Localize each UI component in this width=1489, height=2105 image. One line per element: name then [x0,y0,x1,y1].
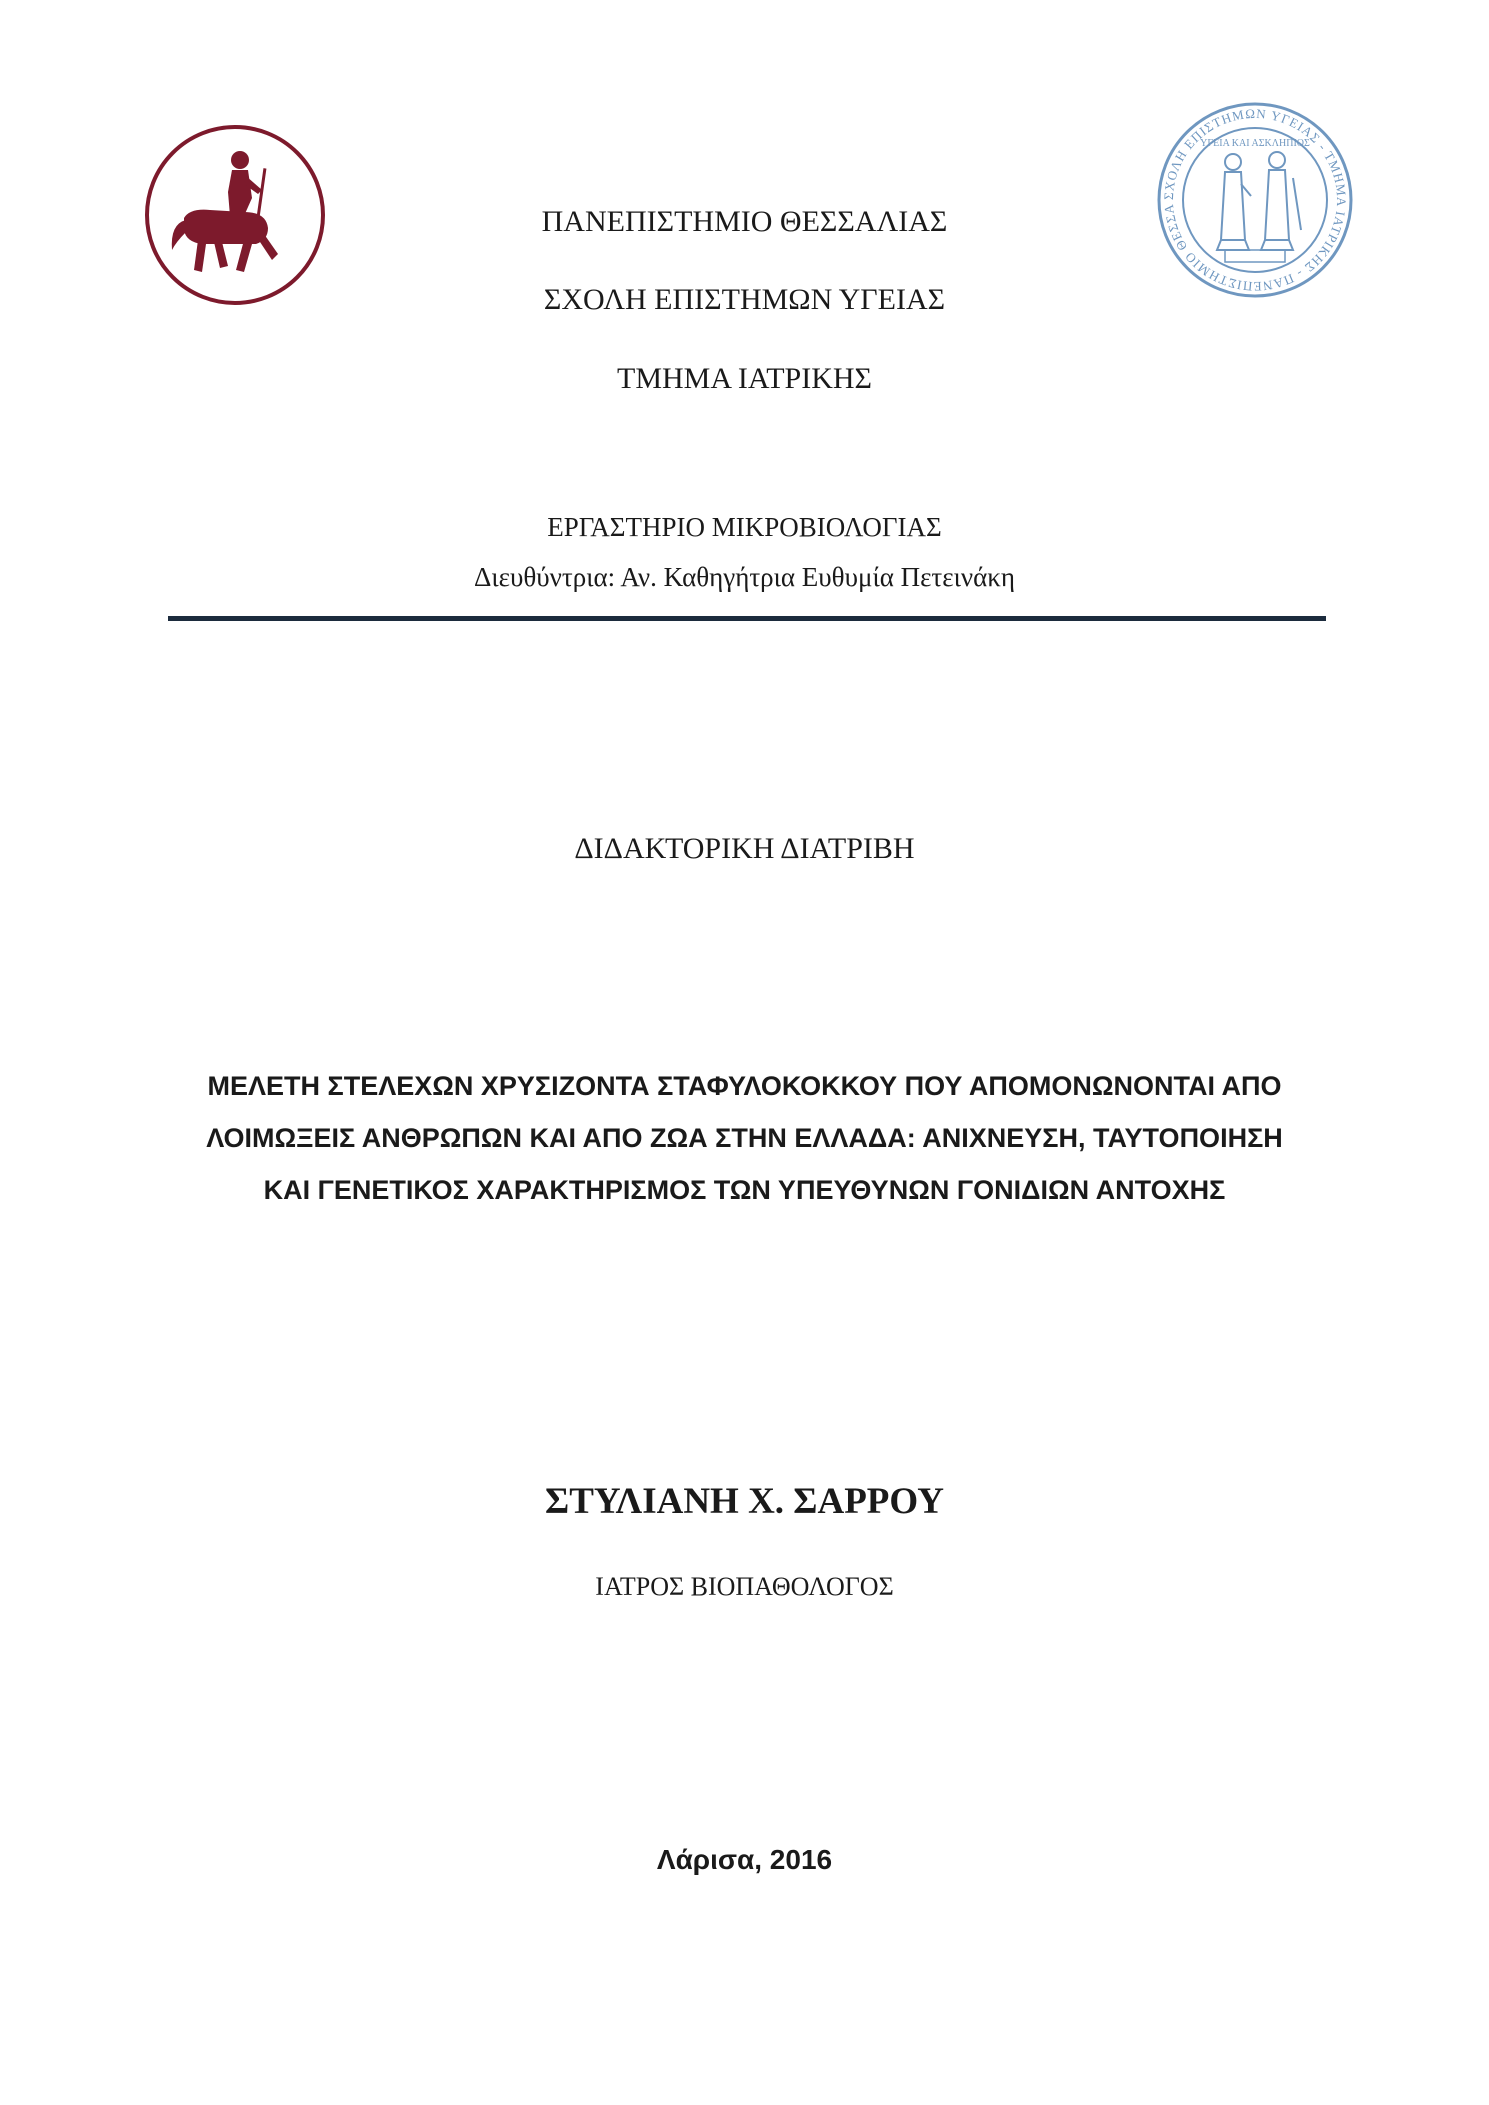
place-date: Λάρισα, 2016 [656,1844,833,1875]
thesis-title-line: ΛΟΙΜΩΞΕΙΣ ΑΝΘΡΩΠΩΝ ΚΑΙ ΑΠΟ ΖΩΑ ΣΤΗΝ ΕΛΛΑΔΑ: ΑΝΙΧΝΕΥΣΗ, ΤΑΥΤΟΠΟΙΗΣΗ [206,1123,1283,1153]
director-line: Διευθύντρια: Αν. Καθηγήτρια Ευθυμία Πετεινάκη [474,562,1015,592]
thesis-title [0,1060,1489,1216]
svg-text:ΣΧΟΛΗ ΕΠΙΣΤΗΜΩΝ ΥΓΕΙΑΣ - ΤΜΗΜΑ: ΣΧΟΛΗ ΕΠΙΣΤΗΜΩΝ ΥΓΕΙΑΣ - ΤΜΗΜΑ ΙΑΤΡΙΚΗΣ - ΠΑΝΕΠΙΣΤΗΜΙΟ ΘΕΣΣΑ [1160,105,1350,295]
department-name: ΤΜΗΜΑ ΙΑΤΡΙΚΗΣ [617,362,872,395]
document-type: ΔΙΔΑΚΤΟΡΙΚΗ ΔΙΑΤΡΙΒΗ [574,832,915,865]
seal-icon [1155,100,1355,300]
thesis-title-line: ΜΕΛΕΤΗ ΣΤΕΛΕΧΩΝ ΧΡΥΣΙΖΟΝΤΑ ΣΤΑΦΥΛΟΚΟΚΚΟΥ ΠΟΥ ΑΠΟΜΟΝΩΝΟΝΤΑΙ ΑΠΟ [207,1071,1282,1101]
svg-text:ΥΓΕΙΑ ΚΑΙ ΑΣΚΛΗΠΙΟΣ: ΥΓΕΙΑ ΚΑΙ ΑΣΚΛΗΠΙΟΣ [1200,138,1310,149]
author-role: ΙΑΤΡΟΣ ΒΙΟΠΑΘΟΛΟΓΟΣ [595,1572,894,1601]
header-divider [168,616,1326,621]
laboratory-name: ΕΡΓΑΣΤΗΡΙΟ ΜΙΚΡΟΒΙΟΛΟΓΙΑΣ [547,512,942,542]
school-seal-logo [1155,100,1355,300]
school-name: ΣΧΟΛΗ ΕΠΙΣΤΗΜΩΝ ΥΓΕΙΑΣ [543,283,946,316]
author-name: ΣΤΥΛΙΑΝΗ Χ. ΣΑΡΡΟΥ [545,1481,944,1522]
university-name: ΠΑΝΕΠΙΣΤΗΜΙΟ ΘΕΣΣΑΛΙΑΣ [541,205,948,238]
thesis-title-line: ΚΑΙ ΓΕΝΕΤΙΚΟΣ ΧΑΡΑΚΤΗΡΙΣΜΟΣ ΤΩΝ ΥΠΕΥΘΥΝΩΝ ΓΟΝΙΔΙΩΝ ΑΝΤΟΧΗΣ [263,1175,1226,1205]
